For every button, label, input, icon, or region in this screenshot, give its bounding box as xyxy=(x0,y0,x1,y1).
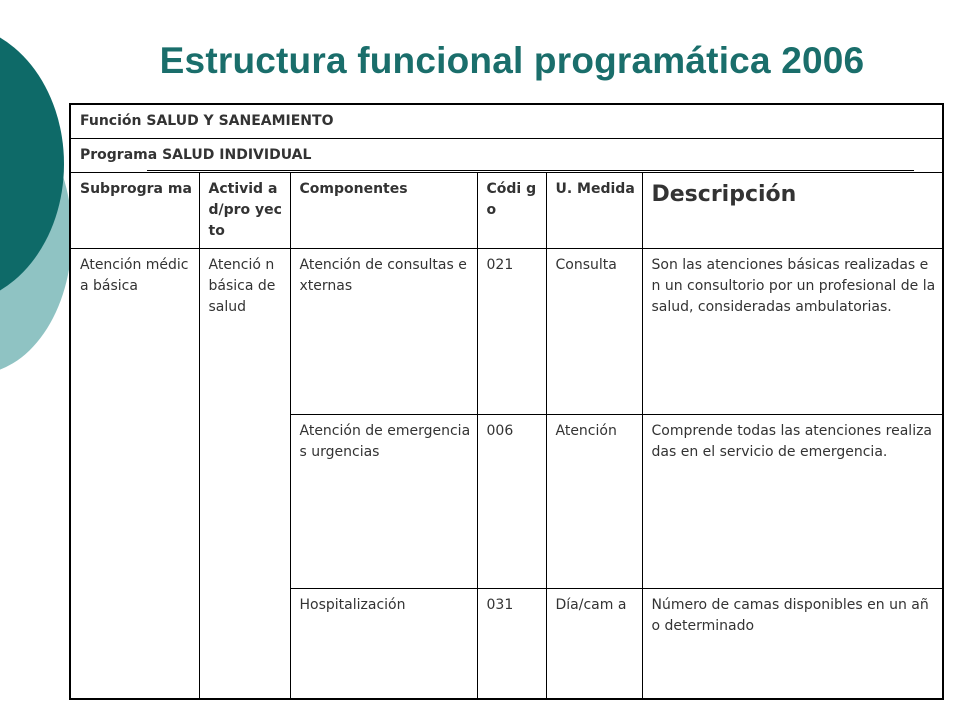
actividad-cell: Atenció n básica de salud xyxy=(199,249,290,700)
codigo-cell: 031 xyxy=(477,589,546,700)
header-descripcion: Descripción xyxy=(642,173,943,249)
header-actividad: Activid ad/pro yecto xyxy=(199,173,290,249)
header-subprograma: Subprogra ma xyxy=(70,173,199,249)
funcion-row xyxy=(70,104,943,139)
descripcion-cell: Comprende todas las atenciones realizadas en el servicio de emergencia. xyxy=(642,415,943,589)
programa-label: Programa SALUD INDIVIDUAL xyxy=(80,147,312,163)
programa-cell xyxy=(70,139,943,173)
componente-cell: Hospitalización xyxy=(290,589,477,700)
medida-cell: Atención xyxy=(546,415,642,589)
header-medida: U. Medida xyxy=(546,173,642,249)
program-structure-table xyxy=(69,103,944,700)
componente-cell: Atención de emergencias urgencias xyxy=(290,415,477,589)
programa-row xyxy=(70,139,943,173)
page-title: Estructura funcional programática 2006 xyxy=(159,40,865,81)
codigo-cell: 006 xyxy=(477,415,546,589)
medida-cell: Consulta xyxy=(546,249,642,415)
header-row xyxy=(70,173,943,249)
subprograma-cell: Atención médica básica xyxy=(70,249,199,700)
header-codigo: Códi go xyxy=(477,173,546,249)
funcion-cell: Función SALUD Y SANEAMIENTO xyxy=(70,104,943,139)
programa-underline xyxy=(147,170,914,171)
header-componentes: Componentes xyxy=(290,173,477,249)
table-row xyxy=(70,249,943,415)
componente-cell: Atención de consultas externas xyxy=(290,249,477,415)
medida-cell: Día/cam a xyxy=(546,589,642,700)
descripcion-cell: Son las atenciones básicas realizadas en un consultorio por un profesional de la salud, consideradas ambulatorias. xyxy=(642,249,943,415)
codigo-cell: 021 xyxy=(477,249,546,415)
descripcion-cell: Número de camas disponibles en un año determinado xyxy=(642,589,943,700)
